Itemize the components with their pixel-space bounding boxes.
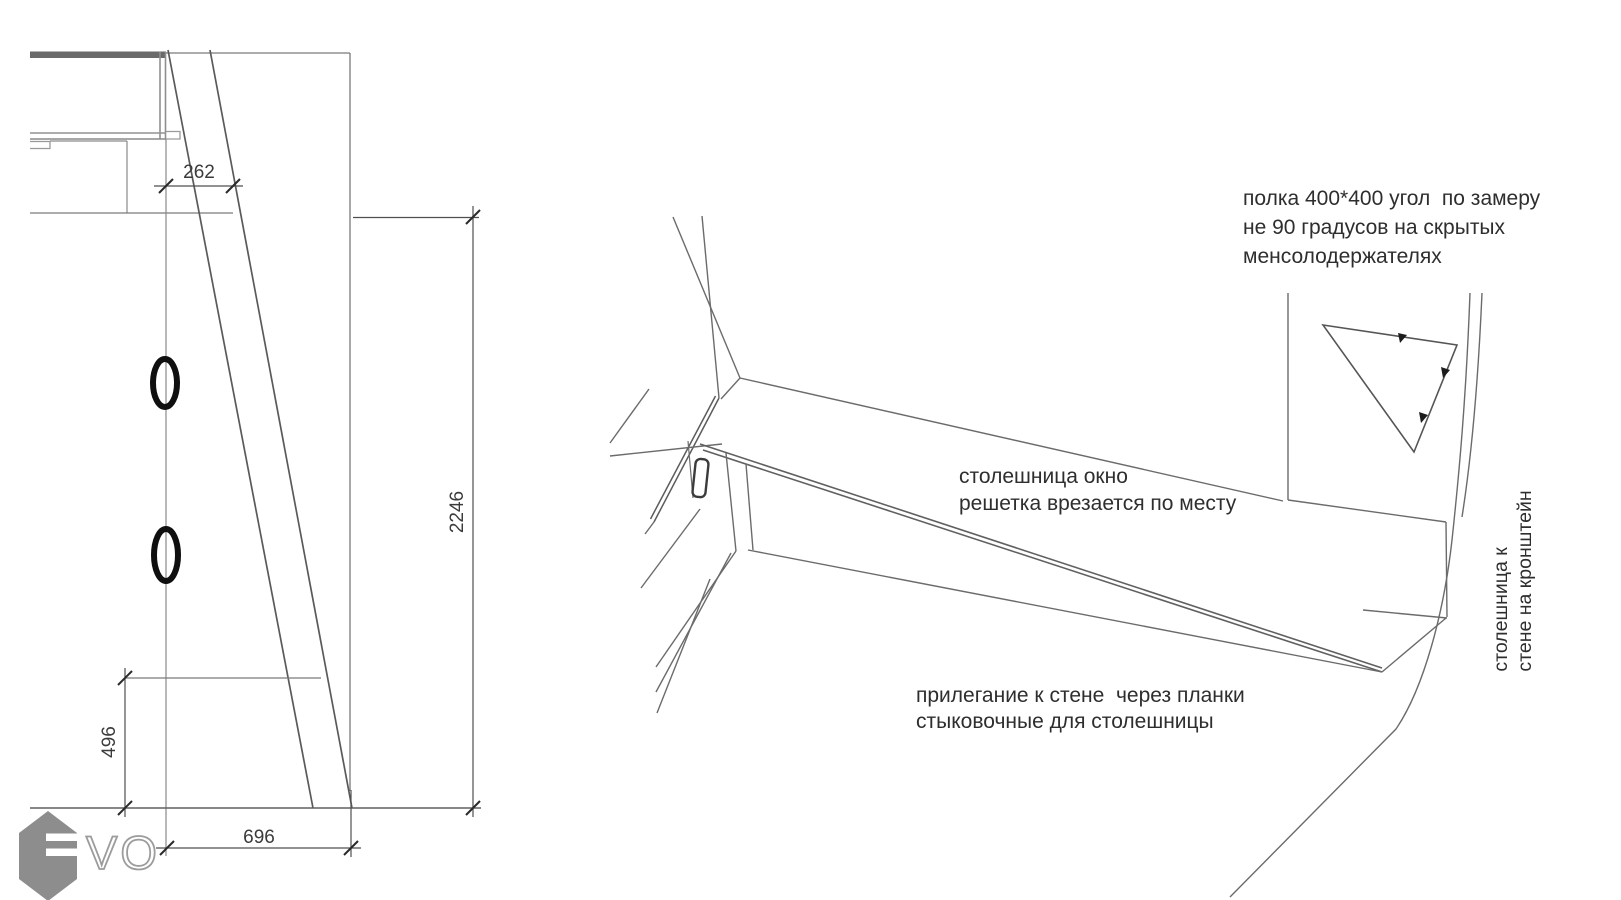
joint-strip-bracket <box>692 458 709 497</box>
annotation-line: менсолодержателях <box>1243 245 1442 268</box>
annotation-line: полка 400*400 угол по замеру <box>1243 187 1541 210</box>
annotation-wall-strips <box>916 683 1245 735</box>
annotation-line: стыковочные для столешницы <box>916 710 1214 733</box>
evo-logo-letters: VO <box>86 826 160 879</box>
annotation-line: стене на кронштейн <box>1514 490 1536 672</box>
mount-hole-top <box>153 359 177 407</box>
annotation-wall-bracket <box>1489 490 1537 671</box>
corner-shelf-triangle <box>1323 325 1457 452</box>
right-wall-curve-2 <box>1462 293 1482 517</box>
annotation-countertop-window <box>959 463 1236 517</box>
side-view-dimension-lines <box>118 179 480 857</box>
dimension-label-696: 696 <box>243 827 275 848</box>
annotation-corner-shelf <box>1243 184 1540 271</box>
side-view-floor-line <box>30 678 481 808</box>
right-wall-curve <box>1230 293 1470 897</box>
wall-edge-left <box>673 217 740 378</box>
perspective-view-lines <box>610 216 1482 897</box>
dimension-label-262: 262 <box>183 162 215 183</box>
annotation-line: столешница окно <box>959 465 1128 488</box>
annotation-line: прилегание к стене через планки <box>916 684 1245 707</box>
joint-bracket <box>692 458 709 497</box>
evo-logo <box>19 811 160 900</box>
shelf-fastener-markers <box>1398 333 1450 423</box>
right-panel-bottom-edge <box>1288 500 1446 522</box>
annotation-line: решетка врезается по месту <box>959 492 1237 515</box>
annotation-line: не 90 градусов на скрытых <box>1243 216 1506 239</box>
dimension-label-2246: 2246 <box>447 490 468 534</box>
cabinet-top-band <box>30 52 166 59</box>
annotation-line: столешница к <box>1490 547 1512 672</box>
wall-corner-line <box>702 216 719 398</box>
dimension-label-496: 496 <box>99 726 120 758</box>
